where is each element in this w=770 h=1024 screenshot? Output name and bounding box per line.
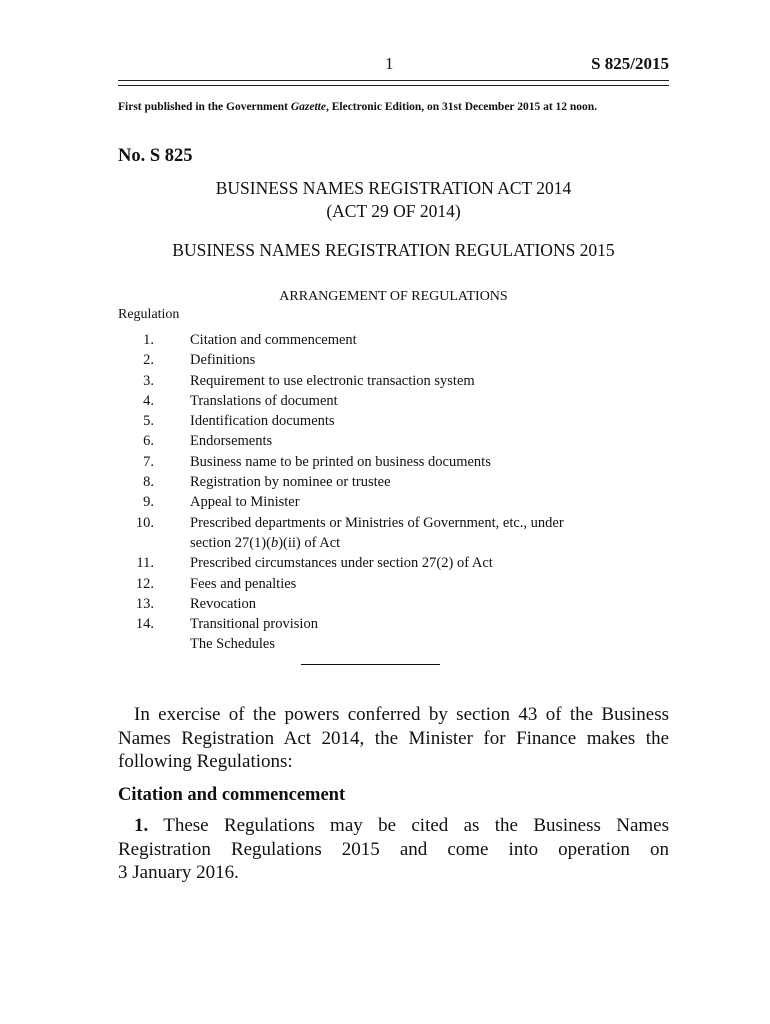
toc-item: 2. Definitions xyxy=(143,352,256,369)
act-title: BUSINESS NAMES REGISTRATION ACT 2014 xyxy=(215,178,572,198)
toc-item: 9. Appeal to Minister xyxy=(143,494,300,511)
header-rule-bottom xyxy=(118,85,669,86)
toc-list xyxy=(118,330,678,655)
toc-item: 14. Transitional provision xyxy=(135,616,318,633)
regulations-title: BUSINESS NAMES REGISTRATION REGULATIONS 2015 xyxy=(172,240,615,260)
section-1-text: 1. These Regulations may be cited as the Business Names Registration Regulations 2015 and come into operation on 3 January 2016. xyxy=(118,815,669,883)
toc-item: 4. Translations of document xyxy=(143,392,338,409)
toc-item: 5. Identification documents xyxy=(143,413,335,430)
page-number: 1 xyxy=(385,54,394,73)
toc-heading: ARRANGEMENT OF REGULATIONS xyxy=(279,289,508,304)
gazette-number: No. S 825 xyxy=(118,146,193,166)
toc-item: 11. Prescribed circumstances under section 27(2) of Act xyxy=(136,555,493,572)
toc-item-continuation: section 27(1)(b)(ii) of Act xyxy=(190,534,341,551)
toc-item: 6. Endorsements xyxy=(143,433,273,450)
toc-item: 10. Prescribed departments or Ministries of Government, etc., under xyxy=(135,514,564,531)
act-number: (ACT 29 OF 2014) xyxy=(326,201,461,221)
toc-item: 1. Citation and commencement xyxy=(143,332,357,348)
section-heading: Citation and commencement xyxy=(118,785,346,805)
toc-divider xyxy=(301,664,440,665)
header-rule-top xyxy=(118,80,669,81)
toc-item: 7. Business name to be printed on business documents xyxy=(143,453,491,470)
toc-item: 13. Revocation xyxy=(135,595,257,612)
publication-note: First published in the Government Gazette, Electronic Edition, on 31st December 2015 at 12 noon. xyxy=(118,101,598,113)
toc-item: 12. Fees and penalties xyxy=(135,575,297,592)
toc-column-label: Regulation xyxy=(118,307,180,322)
toc-item: 3. Requirement to use electronic transaction system xyxy=(143,372,475,389)
section-number: 1. xyxy=(134,815,149,836)
enacting-clause: In exercise of the powers conferred by section 43 of the Business Names Registration Act 2014, the Minister for Finance makes the following Regulations: xyxy=(118,704,669,772)
series-number: S 825/2015 xyxy=(591,54,669,73)
toc-item-schedules: The Schedules xyxy=(190,636,275,653)
toc-item: 8. Registration by nominee or trustee xyxy=(143,474,391,491)
